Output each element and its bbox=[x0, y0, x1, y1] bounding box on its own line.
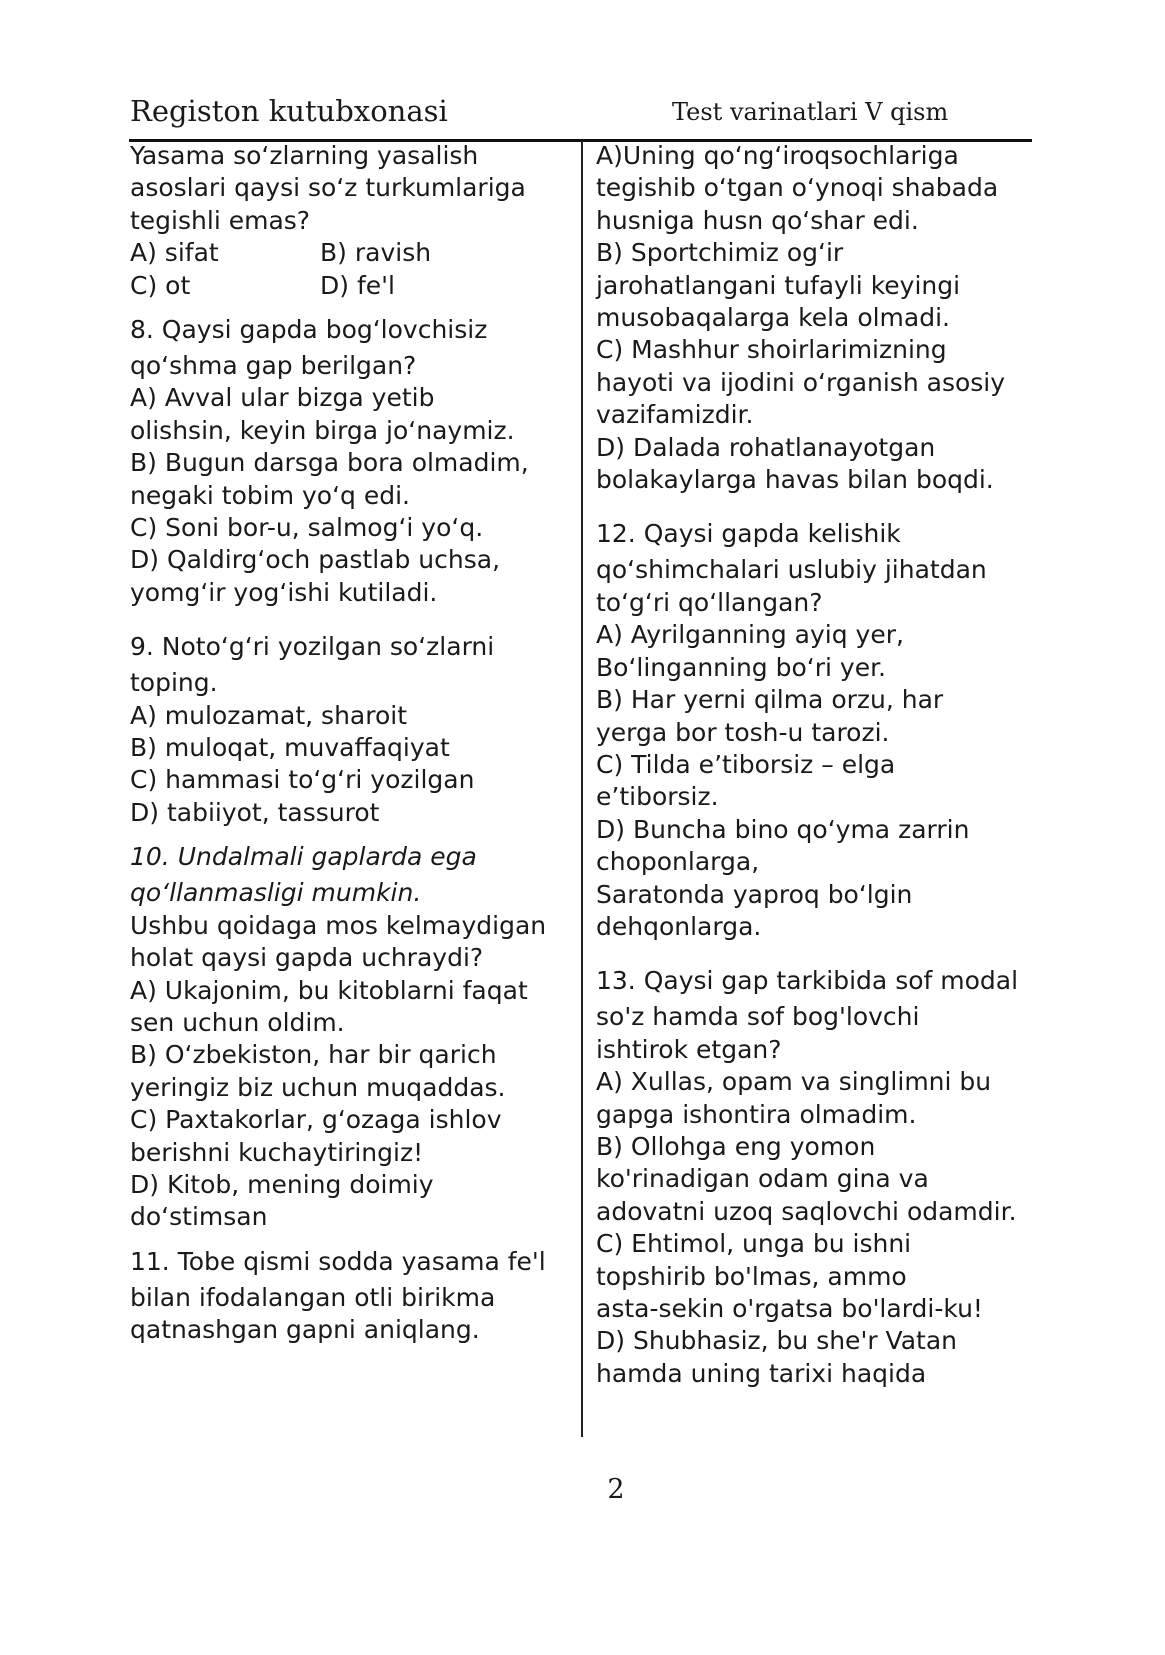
option-line: Bo‘linganning bo‘ri yer. bbox=[596, 652, 887, 682]
question-text: to‘g‘ri qo‘llangan? bbox=[596, 587, 823, 617]
question-text: 9. Noto‘g‘ri yozilgan so‘zlarni bbox=[130, 632, 495, 662]
option-line: A)Uning qo‘ng‘iroqsochlariga bbox=[596, 141, 959, 170]
question-text: Yasama so‘zlarning yasalish bbox=[130, 141, 479, 170]
option-line: ko'rinadigan odam gina va bbox=[596, 1164, 929, 1194]
option-line: C) hammasi to‘g‘ri yozilgan bbox=[130, 765, 475, 795]
option-line: dehqonlarga. bbox=[596, 911, 762, 941]
header-section-title: Test varinatlari V qism bbox=[672, 98, 949, 126]
option-line: Saratonda yaproq bo‘lgin bbox=[596, 879, 913, 909]
option-c: C) ot bbox=[130, 270, 191, 300]
option-d: D) fe'l bbox=[320, 270, 395, 300]
option-a: A) sifat bbox=[130, 238, 219, 268]
option-line: B) O‘zbekiston, har bir qarich bbox=[130, 1040, 497, 1070]
option-line: A) Avval ular bizga yetib bbox=[130, 383, 435, 413]
question-text: qo‘shimchalari uslubiy jihatdan bbox=[596, 555, 987, 585]
question-text: tegishli emas? bbox=[130, 205, 311, 235]
options-row bbox=[130, 237, 585, 269]
question-12 bbox=[596, 514, 1066, 943]
question-7 bbox=[130, 140, 585, 302]
question-10 bbox=[130, 837, 585, 1233]
option-line: gapga ishontira olmadim. bbox=[596, 1099, 917, 1129]
question-text: 8. Qaysi gapda bog‘lovchisiz bbox=[130, 315, 488, 344]
option-line: D) tabiiyot, tassurot bbox=[130, 797, 380, 827]
question-text: ishtirok etgan? bbox=[596, 1034, 782, 1064]
question-text: toping. bbox=[130, 668, 218, 698]
options-row bbox=[130, 270, 585, 302]
question-text: bilan ifodalangan otli birikma bbox=[130, 1282, 496, 1312]
question-text: qatnashgan gapni aniqlang. bbox=[130, 1315, 480, 1345]
option-line: D) Dalada rohatlanayotgan bbox=[596, 432, 936, 462]
question-8 bbox=[130, 310, 585, 609]
option-line: tegishib o‘tgan o‘ynoqi shabada bbox=[596, 173, 999, 203]
option-line: choponlarga, bbox=[596, 847, 760, 877]
option-line: adovatni uzoq saqlovchi odamdir. bbox=[596, 1196, 1017, 1226]
option-line: A) Ayrilganning ayiq yer, bbox=[596, 620, 904, 650]
question-text: 12. Qaysi gapda kelishik bbox=[596, 519, 901, 549]
option-line: asta-sekin o'rgatsa bo'lardi-ku! bbox=[596, 1294, 983, 1323]
option-line: B) Bugun darsga bora olmadim, bbox=[130, 448, 529, 478]
question-text: qo‘shma gap berilgan? bbox=[130, 351, 417, 380]
question-text: 11. Tobe qismi sodda yasama fe'l bbox=[130, 1246, 546, 1276]
option-line: B) Sportchimiz og‘ir bbox=[596, 238, 844, 268]
option-line: C) Ehtimol, unga bu ishni bbox=[596, 1229, 912, 1259]
option-line: yerga bor tosh-u tarozi. bbox=[596, 717, 890, 747]
right-column bbox=[596, 140, 1066, 1390]
question-text: holat qaysi gapda uchraydi? bbox=[130, 943, 484, 973]
question-text: asoslari qaysi so‘z turkumlariga bbox=[130, 173, 526, 203]
option-line: D) Qaldirg‘och pastlab uchsa, bbox=[130, 545, 501, 575]
question-text: Ushbu qoidaga mos kelmaydigan bbox=[130, 910, 547, 940]
option-line: husniga husn qo‘shar edi. bbox=[596, 205, 919, 235]
option-line: bolakaylarga havas bilan boqdi. bbox=[596, 465, 994, 495]
option-line: topshirib bo'lmas, ammo bbox=[596, 1261, 907, 1291]
question-text: so'z hamda sof bog'lovchi bbox=[596, 1002, 920, 1032]
page-number: 2 bbox=[607, 1474, 625, 1505]
option-line: berishni kuchaytiringiz! bbox=[130, 1137, 424, 1167]
option-line: C) Paxtakorlar, g‘ozaga ishlov bbox=[130, 1105, 502, 1135]
option-line: yomg‘ir yog‘ishi kutiladi. bbox=[130, 577, 438, 607]
question-9 bbox=[130, 627, 585, 829]
option-line: sen uchun oldim. bbox=[130, 1007, 345, 1037]
option-line: C) Mashhur shoirlarimizning bbox=[596, 335, 947, 365]
option-line: hayoti va ijodini o‘rganish asosiy bbox=[596, 367, 1006, 397]
option-line: e’tiborsiz. bbox=[596, 782, 719, 812]
option-line: D) Buncha bino qo‘yma zarrin bbox=[596, 814, 970, 844]
option-line: hamda uning tarixi haqida bbox=[596, 1358, 927, 1388]
option-line: C) Soni bor-u, salmog‘i yo‘q. bbox=[130, 513, 484, 543]
option-line: D) Kitob, mening doimiy bbox=[130, 1169, 434, 1199]
option-line: B) muloqat, muvaffaqiyat bbox=[130, 733, 450, 763]
option-line: vazifamizdir. bbox=[596, 400, 754, 430]
option-line: olishsin, keyin birga jo‘naymiz. bbox=[130, 415, 515, 445]
option-line: A) Xullas, opam va singlimni bu bbox=[596, 1067, 992, 1097]
option-line: negaki tobim yo‘q edi. bbox=[130, 480, 410, 510]
option-line: jarohatlangani tufayli keyingi bbox=[596, 270, 961, 300]
option-line: B) Ollohga eng yomon bbox=[596, 1131, 876, 1161]
left-column bbox=[130, 140, 585, 1347]
question-rule-text: qo‘llanmasligi mumkin. bbox=[130, 878, 422, 908]
question-rule-text: 10. Undalmali gaplarda ega bbox=[130, 842, 477, 872]
option-b: B) ravish bbox=[320, 238, 432, 268]
option-line: yeringiz biz uchun muqaddas. bbox=[130, 1072, 506, 1102]
option-line: A) mulozamat, sharoit bbox=[130, 700, 408, 730]
option-line: C) Tilda e’tiborsiz – elga bbox=[596, 749, 896, 779]
option-line: do‘stimsan bbox=[130, 1202, 268, 1232]
option-line: A) Ukajonim, bu kitoblarni faqat bbox=[130, 975, 528, 1005]
question-13 bbox=[596, 961, 1066, 1390]
question-11-options bbox=[596, 140, 1066, 496]
option-line: musobaqalarga kela olmadi. bbox=[596, 303, 950, 333]
header-library-name: Registon kutubxonasi bbox=[130, 94, 448, 128]
question-text: 13. Qaysi gap tarkibida sof modal bbox=[596, 966, 1019, 996]
option-line: D) Shubhasiz, bu she'r Vatan bbox=[596, 1326, 957, 1356]
option-line: B) Har yerni qilma orzu, har bbox=[596, 685, 944, 715]
question-11 bbox=[130, 1242, 585, 1347]
